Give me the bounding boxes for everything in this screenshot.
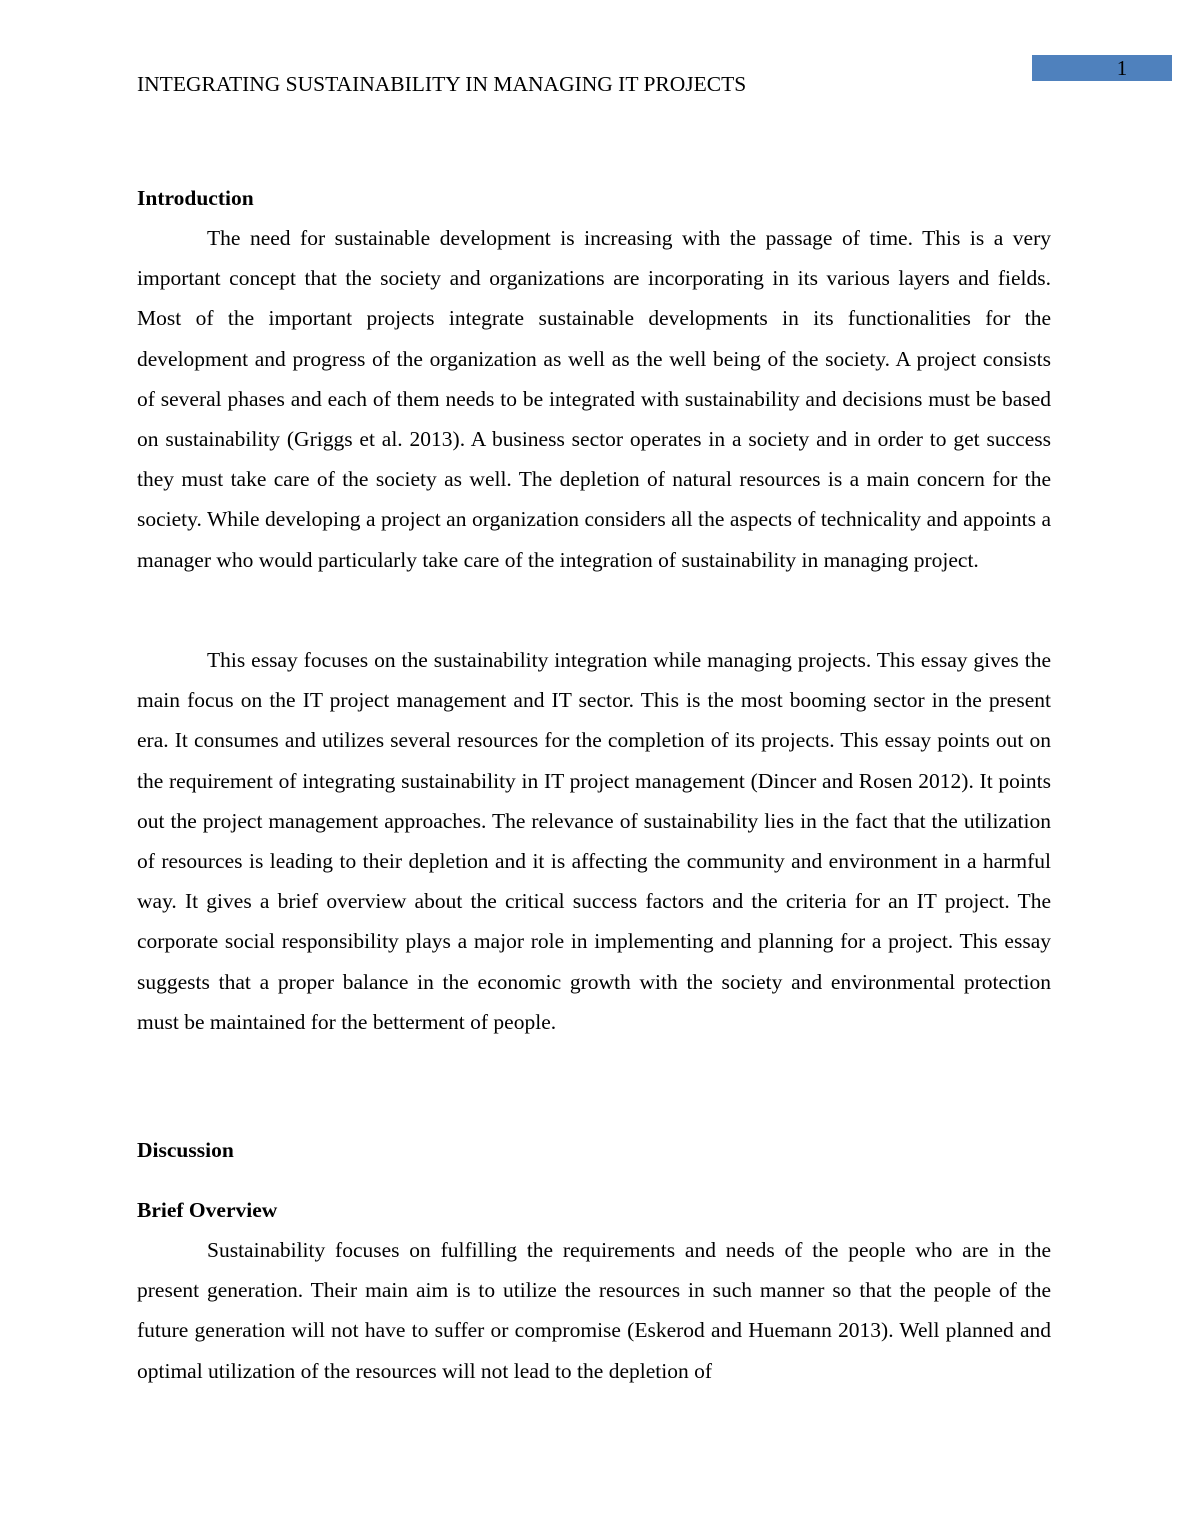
introduction-heading: Introduction (137, 186, 254, 210)
introduction-paragraph-2: This essay focuses on the sustainability integration while managing projects. This essay gives the main focus on the IT project management and IT sector. This is the most booming sector in the present era. It consumes and utilizes several resources for the completion of its projects. This essay points out on the requirement of integrating sustainability in IT project management (Dincer and Rosen 2012). It points out the project management approaches. The relevance of sustainability lies in the fact that the utilization of resources is leading to their depletion and it is affecting the community and environment in a harmful way. It gives a brief overview about the critical success factors and the criteria for an IT project. The corporate social responsibility plays a major role in implementing and planning for a project. This essay suggests that a proper balance in the economic growth with the society and environmental protection must be maintained for the betterment of people. (137, 648, 1051, 1034)
page-number: 1 (1116, 56, 1128, 80)
brief-overview-heading: Brief Overview (137, 1198, 278, 1222)
running-head: INTEGRATING SUSTAINABILITY IN MANAGING IT PROJECTS (137, 72, 747, 96)
discussion-heading: Discussion (137, 1138, 234, 1162)
page-number-box (1032, 55, 1172, 81)
introduction-paragraph-1: The need for sustainable development is increasing with the passage of time. This is a very important concept that the society and organizations are incorporating in its various layers and fields. Most of the important projects integrate sustainable developments in its functionalities for the development and progress of the organization as well as the well being of the society. A project consists of several phases and each of them needs to be integrated with sustainability and decisions must be based on sustainability (Griggs et al. 2013). A business sector operates in a society and in order to get success they must take care of the society as well. The depletion of natural resources is a main concern for the society. While developing a project an organization considers all the aspects of technicality and appoints a manager who would particularly take care of the integration of sustainability in managing project. (137, 226, 1051, 572)
brief-overview-paragraph-1: Sustainability focuses on fulfilling the requirements and needs of the people who are in the present generation. Their main aim is to utilize the resources in such manner so that the people of the future generation will not have to suffer or compromise (Eskerod and Huemann 2013). Well planned and optimal utilization of the resources will not lead to the depletion of (137, 1238, 1051, 1383)
